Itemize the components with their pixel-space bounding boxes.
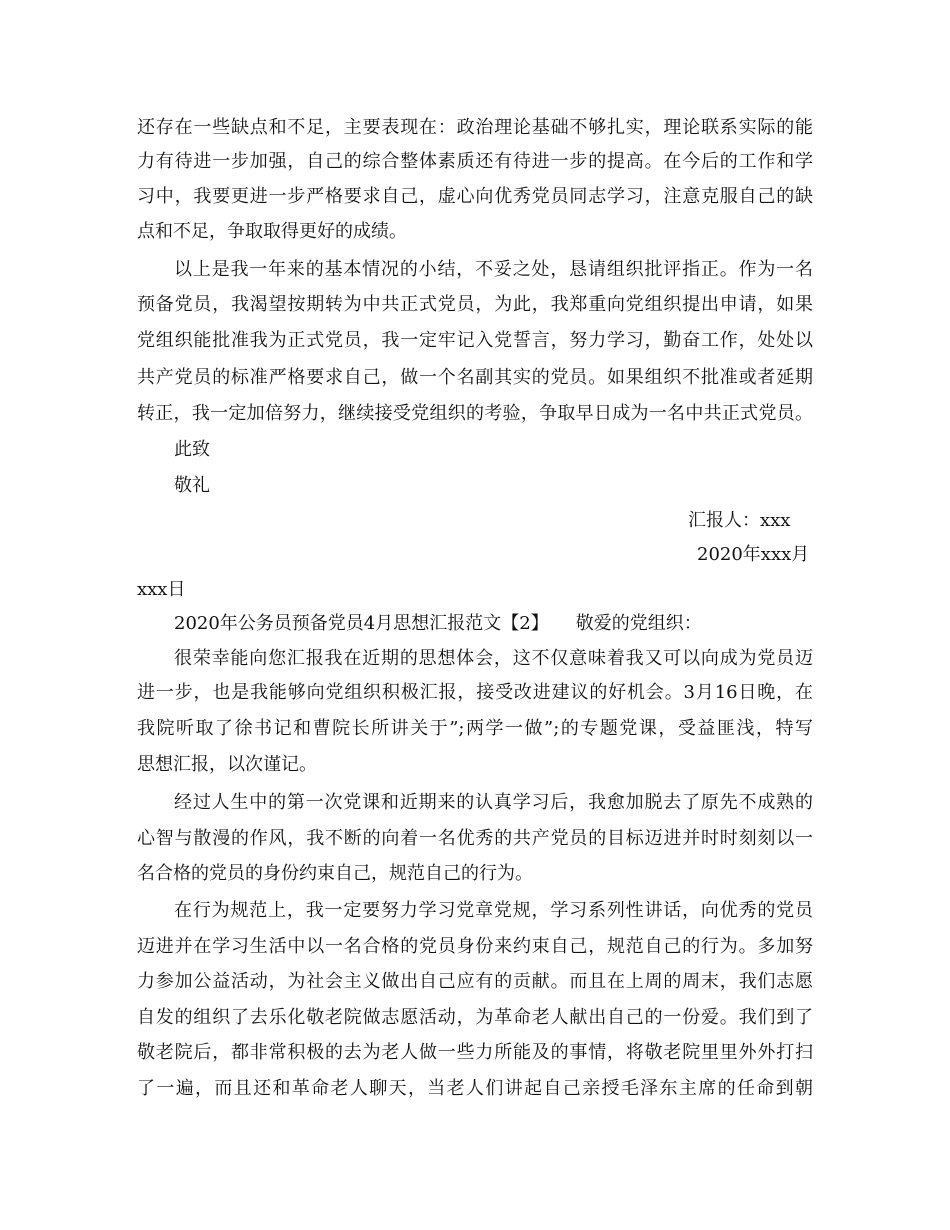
paragraph-line: 预备党员，我渴望按期转为中共正式党员，为此，我郑重向党组织提出申请，如果 bbox=[137, 294, 813, 315]
report-date-day: xxx日 bbox=[137, 579, 186, 600]
paragraph-line: 进一步，也是我能够向党组织积极汇报，接受改进建议的好机会。3月16日晚，在 bbox=[137, 682, 813, 703]
paragraph-line: 转正，我一定加倍努力，继续接受党组织的考验，争取早日成为一名中共正式党员。 bbox=[137, 403, 813, 424]
paragraph-line: 经过人生中的第一次党课和近期来的认真学习后，我愈加脱去了原先不成熟的 bbox=[174, 792, 813, 813]
paragraph-line: 心智与散漫的作风，我不断的向着一名优秀的共产党员的目标迈进并时时刻刻以一 bbox=[137, 828, 813, 849]
paragraph-line: 力参加公益活动，为社会主义做出自己应有的贡献。而且在上周的周末，我们志愿 bbox=[137, 971, 813, 992]
paragraph-line: 共产党员的标准严格要求自己，做一个名副其实的党员。如果组织不批准或者延期 bbox=[137, 367, 813, 388]
paragraph-line: 迈进并在学习生活中以一名合格的党员身份来约束自己，规范自己的行为。多加努 bbox=[137, 936, 813, 957]
paragraph-line: 了一遍，而且还和革命老人聊天，当老人们讲起自己亲授毛泽东主席的任命到朝 bbox=[137, 1078, 813, 1099]
paragraph-line: 敬老院后，都非常积极的去为老人做一些力所能及的事情，将敬老院里里外外打扫 bbox=[137, 1042, 813, 1063]
paragraph-line: 思想汇报，以次谨记。 bbox=[137, 754, 317, 775]
paragraph-line: 党组织能批准我为正式党员，我一定牢记入党誓言，努力学习，勤奋工作，处处以 bbox=[137, 330, 813, 351]
closing-salutation: 此致 bbox=[174, 439, 210, 460]
paragraph-line: 在行为规范上，我一定要努力学习党章党规，学习系列性讲话，向优秀的党员 bbox=[174, 900, 813, 921]
section-title: 2020年公务员预备党员4月思想汇报范文【2】 敬爱的党组织： bbox=[174, 613, 702, 634]
paragraph-line: 名合格的党员的身份约束自己，规范自己的行为。 bbox=[137, 863, 533, 884]
paragraph-line: 以上是我一年来的基本情况的小结，不妥之处，恳请组织批评指正。作为一名 bbox=[174, 259, 813, 280]
closing-regards: 敬礼 bbox=[174, 475, 210, 496]
paragraph-line: 点和不足，争取取得更好的成绩。 bbox=[137, 221, 407, 242]
paragraph-line: 习中，我要更进一步严格要求自己，虚心向优秀党员同志学习，注意克服自己的缺 bbox=[137, 186, 813, 207]
paragraph-line: 自发的组织了去乐化敬老院做志愿活动，为革命老人献出自己的一份爱。我们到了 bbox=[137, 1007, 813, 1028]
paragraph-line: 很荣幸能向您汇报我在近期的思想体会，这不仅意味着我又可以向成为党员迈 bbox=[174, 648, 813, 669]
paragraph-line: 我院听取了徐书记和曹院长所讲关于”;两学一做”;的专题党课，受益匪浅，特写 bbox=[137, 718, 813, 739]
report-date: 2020年xxx月 bbox=[697, 544, 810, 565]
paragraph-line: 还存在一些缺点和不足，主要表现在：政治理论基础不够扎实，理论联系实际的能 bbox=[137, 117, 813, 138]
reporter-signature: 汇报人：xxx bbox=[688, 510, 791, 531]
paragraph-line: 力有待进一步加强，自己的综合整体素质还有待进一步的提高。在今后的工作和学 bbox=[137, 151, 813, 172]
